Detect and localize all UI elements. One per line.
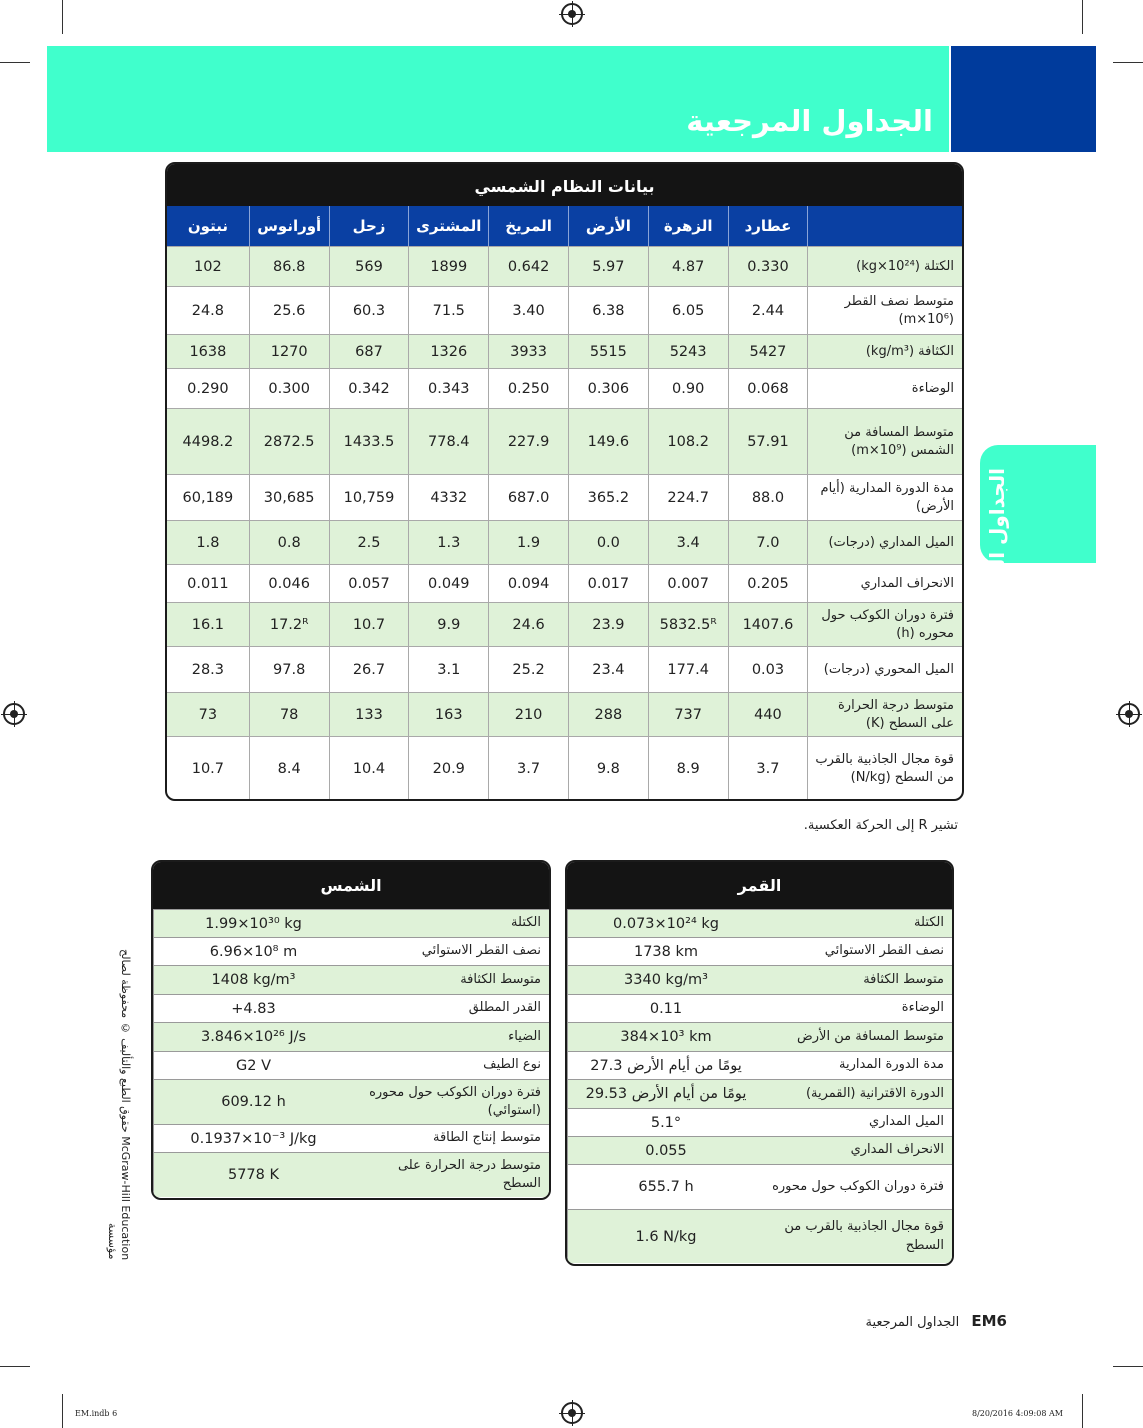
table-cell: 23.4	[568, 647, 648, 692]
table-cell: 149.6	[568, 409, 648, 474]
sun-table-title: الشمس	[153, 862, 549, 909]
table-row	[567, 1079, 952, 1108]
sun-table	[151, 860, 551, 1200]
planet-header: المريخ	[488, 206, 568, 246]
print-slug-file: EM.indb 6	[75, 1409, 118, 1418]
row-label: القدر المطلق	[468, 1000, 541, 1016]
row-value: +4.83	[153, 995, 353, 1022]
table-row	[167, 474, 962, 520]
table-cell: 0.290	[187, 380, 229, 397]
table-row	[567, 1022, 952, 1051]
table-cell: 1899	[408, 247, 488, 286]
table-cell: 2.5	[329, 521, 409, 564]
table-row	[167, 564, 962, 602]
planet-header: المشترى	[408, 206, 488, 246]
table-cell: 0.90	[648, 369, 728, 408]
row-label: متوسط المسافة من الشمس (10⁹×m)	[807, 409, 962, 474]
table-cell: 10.7	[329, 603, 409, 646]
table-cell: 569	[329, 247, 409, 286]
table-row	[567, 1051, 952, 1079]
table-cell: 5.97	[568, 247, 648, 286]
table-cell: 16.1	[191, 616, 225, 633]
registration-mark-bottom	[561, 1402, 583, 1424]
table-row	[153, 1022, 549, 1051]
table-cell: 6.38	[568, 287, 648, 334]
table-cell: 0.011	[187, 575, 229, 592]
table-cell: 1.9	[488, 521, 568, 564]
table-row	[567, 1108, 952, 1136]
row-value: 0.1937×10⁻³ J/kg	[153, 1125, 353, 1152]
table-row	[167, 692, 962, 736]
table-cell: 3.40	[488, 287, 568, 334]
table-cell: 7.0	[728, 521, 808, 564]
table-row	[567, 1209, 952, 1263]
table-cell: 73	[198, 706, 218, 723]
row-label: مدة الدورة المدارية	[838, 1057, 944, 1073]
row-label: متوسط إنتاج الطاقة	[433, 1130, 541, 1146]
table-cell: 0.03	[728, 647, 808, 692]
row-label: الوضاءة	[807, 369, 962, 408]
sun-table-body	[153, 909, 549, 1197]
row-value: 3.846×10²⁶ J/s	[153, 1023, 353, 1051]
table-row	[167, 286, 962, 334]
table-row	[167, 246, 962, 286]
table-cell: 25.2	[488, 647, 568, 692]
table-row	[153, 994, 549, 1022]
table-cell: 10,759	[329, 475, 409, 520]
header-empty-cell	[807, 206, 962, 246]
table-cell: 5515	[568, 335, 648, 368]
table-cell: 86.8	[249, 247, 329, 286]
table-cell: 24.6	[488, 603, 568, 646]
row-label: متوسط المسافة من الأرض	[797, 1028, 944, 1044]
row-label: الضياء	[508, 1028, 541, 1044]
row-label: قوة مجال الجاذبية بالقرب من السطح	[784, 1219, 944, 1253]
table-row	[153, 1079, 549, 1124]
table-cell: 1270	[249, 335, 329, 368]
page-footer	[866, 1312, 1007, 1330]
row-value: 6.96×10⁸ m	[153, 938, 353, 965]
row-label: الانحراف المداري	[850, 1142, 944, 1158]
section-tab-label: الجداول المرجعية	[985, 468, 1009, 639]
table-cell: 0.205	[728, 565, 808, 602]
row-label: الميل المداري	[869, 1114, 944, 1130]
table-cell: 108.2	[648, 409, 728, 474]
retrograde-footnote: تشير R إلى الحركة العكسية.	[803, 818, 958, 833]
row-label: الكتلة	[511, 915, 541, 931]
table-cell: 1433.5	[329, 409, 409, 474]
registration-mark-right	[1118, 703, 1140, 725]
table-row	[167, 368, 962, 408]
planet-header: الأرض	[568, 206, 648, 246]
table-row	[153, 909, 549, 937]
registration-mark-top	[561, 3, 583, 25]
table-cell: 17.2ᴿ	[249, 603, 329, 646]
copyright-credit: McGraw-Hill Education حقوق الطبع والتأليف © محفوظة لصالح مؤسسة	[106, 948, 132, 1260]
table-cell: 6.05	[648, 287, 728, 334]
table-row	[153, 1152, 549, 1197]
row-label: نوع الطيف	[483, 1057, 541, 1073]
row-value: 0.11	[567, 995, 764, 1022]
table-cell: 177.4	[648, 647, 728, 692]
table-cell: 1.8	[196, 534, 220, 551]
row-label: الكتلة	[914, 915, 944, 931]
row-label: الميل المداري (درجات)	[807, 521, 962, 564]
table-row	[567, 909, 952, 937]
row-value: 0.073×10²⁴ kg	[567, 910, 764, 937]
table-cell: 26.7	[329, 647, 409, 692]
row-value: 5778 K	[153, 1153, 353, 1197]
row-value: 384×10³ km	[567, 1023, 764, 1051]
table-cell: 71.5	[408, 287, 488, 334]
table-cell: 20.9	[408, 737, 488, 801]
row-label: الوضاءة	[901, 1000, 944, 1016]
table-row	[567, 1164, 952, 1209]
table-cell: 440	[728, 693, 808, 736]
moon-table-title: القمر	[567, 862, 952, 909]
table-cell: 10.4	[329, 737, 409, 801]
row-label: متوسط الكثافة	[460, 971, 541, 987]
table-cell: 4.87	[648, 247, 728, 286]
table-cell: 5832.5ᴿ	[648, 603, 728, 646]
table-cell: 23.9	[568, 603, 648, 646]
solar-system-table	[165, 162, 964, 801]
planet-header: عطارد	[728, 206, 808, 246]
row-label: الدورة الاقترانية (القمرية)	[805, 1085, 944, 1101]
table-cell: 3.1	[408, 647, 488, 692]
row-label: فترة دوران الكوكب حول محوره (استوائي)	[369, 1084, 541, 1118]
row-label: الانحراف المداري	[807, 565, 962, 602]
table-cell: 1326	[408, 335, 488, 368]
table-cell: 57.91	[728, 409, 808, 474]
row-value: 1.6 N/kg	[567, 1210, 764, 1263]
table-cell: 0.046	[249, 565, 329, 602]
table-cell: 3.7	[488, 737, 568, 801]
footer-section: الجداول المرجعية	[865, 1315, 960, 1330]
row-label: متوسط درجة الحرارة على السطح (K)	[807, 693, 962, 736]
row-label: الميل المحوري (درجات)	[807, 647, 962, 692]
page-title: الجداول المرجعية	[686, 104, 933, 138]
table-row	[153, 965, 549, 994]
planet-header-row	[167, 206, 962, 246]
planet-header: أورانوس	[249, 206, 329, 246]
header-accent	[951, 46, 1096, 152]
row-value: 1.99×10³⁰ kg	[153, 910, 353, 937]
table-cell: 88.0	[728, 475, 808, 520]
row-value: 0.055	[567, 1137, 764, 1164]
row-label: فترة دوران الكوكب حول محوره	[772, 1178, 944, 1194]
table-cell: 10.7	[191, 761, 225, 777]
table-cell: 5427	[728, 335, 808, 368]
table-cell: 1638	[189, 343, 227, 360]
row-label: نصف القطر الاستوائي	[824, 943, 944, 959]
table-cell: 0.342	[329, 369, 409, 408]
row-label: متوسط درجة الحرارة على السطح	[397, 1157, 541, 1191]
table-cell: 210	[488, 693, 568, 736]
table-cell: 0.300	[249, 369, 329, 408]
table-cell: 0.049	[408, 565, 488, 602]
table-row	[153, 1051, 549, 1079]
table-row	[167, 602, 962, 646]
solar-table-body	[167, 246, 962, 801]
table-cell: 2.44	[728, 287, 808, 334]
row-value: 29.53 يومًا من أيام الأرض	[567, 1080, 764, 1108]
table-row	[567, 937, 952, 965]
table-cell: 227.9	[488, 409, 568, 474]
table-cell: 8.4	[249, 737, 329, 801]
row-label: نصف القطر الاستوائي	[421, 943, 541, 959]
table-cell: 0.017	[568, 565, 648, 602]
row-label: الكثافة (kg/m³)	[807, 335, 962, 368]
table-cell: 0.642	[488, 247, 568, 286]
table-row	[167, 520, 962, 564]
row-label: فترة دوران الكوكب حول محوره (h)	[807, 603, 962, 646]
table-cell: 133	[329, 693, 409, 736]
row-label: متوسط الكثافة	[863, 971, 944, 987]
table-cell: 9.9	[408, 603, 488, 646]
table-cell: 1.3	[408, 521, 488, 564]
table-cell: 687.0	[488, 475, 568, 520]
table-cell: 0.306	[568, 369, 648, 408]
table-cell: 24.8	[191, 302, 225, 319]
table-cell: 737	[648, 693, 728, 736]
table-cell: 0.0	[568, 521, 648, 564]
table-row	[567, 1136, 952, 1164]
table-cell: 97.8	[249, 647, 329, 692]
table-cell: 0.330	[728, 247, 808, 286]
table-cell: 365.2	[568, 475, 648, 520]
table-row	[167, 646, 962, 692]
row-value: 655.7 h	[567, 1165, 764, 1209]
table-cell: 0.8	[249, 521, 329, 564]
row-value: 1408 kg/m³	[153, 966, 353, 994]
row-value: 3340 kg/m³	[567, 966, 764, 994]
table-cell: 687	[329, 335, 409, 368]
table-cell: 28.3	[191, 661, 225, 678]
table-row	[167, 736, 962, 801]
table-cell: 25.6	[249, 287, 329, 334]
row-label: قوة مجال الجاذبية بالقرب من السطح (N/kg)	[807, 737, 962, 801]
row-value: 609.12 h	[153, 1080, 353, 1124]
print-slug-date: 8/20/2016 4:09:08 AM	[972, 1409, 1063, 1418]
table-cell: 778.4	[408, 409, 488, 474]
planet-header: الزهرة	[648, 206, 728, 246]
solar-table-title: بيانات النظام الشمسي	[167, 164, 962, 206]
table-cell: 3.7	[728, 737, 808, 801]
row-value: G2 V	[153, 1052, 353, 1079]
table-cell: 2872.5	[249, 409, 329, 474]
row-value: 27.3 يومًا من أيام الأرض	[567, 1052, 764, 1079]
row-label: الكتلة (10²⁴×kg)	[807, 247, 962, 286]
table-cell: 0.250	[488, 369, 568, 408]
table-cell: 0.068	[728, 369, 808, 408]
row-label: متوسط نصف القطر (10⁶×m)	[807, 287, 962, 334]
table-cell: 0.057	[329, 565, 409, 602]
planet-header: زحل	[329, 206, 409, 246]
table-cell: 3.4	[648, 521, 728, 564]
table-row	[153, 937, 549, 965]
table-cell: 30,685	[249, 475, 329, 520]
table-row	[153, 1124, 549, 1152]
table-cell: 78	[249, 693, 329, 736]
page-number: EM6	[971, 1312, 1007, 1330]
table-cell: 60.3	[329, 287, 409, 334]
table-cell: 9.8	[568, 737, 648, 801]
table-cell: 3933	[488, 335, 568, 368]
table-row	[167, 334, 962, 368]
table-cell: 102	[194, 258, 222, 275]
planet-header: نبتون	[187, 217, 228, 235]
table-cell: 60,189	[182, 489, 234, 506]
table-cell: 1407.6	[728, 603, 808, 646]
table-cell: 8.9	[648, 737, 728, 801]
moon-table	[565, 860, 954, 1266]
table-cell: 4332	[408, 475, 488, 520]
table-cell: 5243	[648, 335, 728, 368]
table-cell: 0.094	[488, 565, 568, 602]
row-value: 1738 km	[567, 938, 764, 965]
table-row	[167, 408, 962, 474]
table-cell: 4498.2	[182, 433, 234, 450]
table-row	[567, 965, 952, 994]
table-row	[567, 994, 952, 1022]
table-cell: 288	[568, 693, 648, 736]
table-cell: 224.7	[648, 475, 728, 520]
moon-table-body	[567, 909, 952, 1263]
table-cell: 163	[408, 693, 488, 736]
row-label: مدة الدورة المدارية (أيام الأرض)	[807, 475, 962, 520]
row-value: 5.1°	[567, 1109, 764, 1136]
table-cell: 0.343	[408, 369, 488, 408]
table-cell: 0.007	[648, 565, 728, 602]
registration-mark-left	[3, 703, 25, 725]
